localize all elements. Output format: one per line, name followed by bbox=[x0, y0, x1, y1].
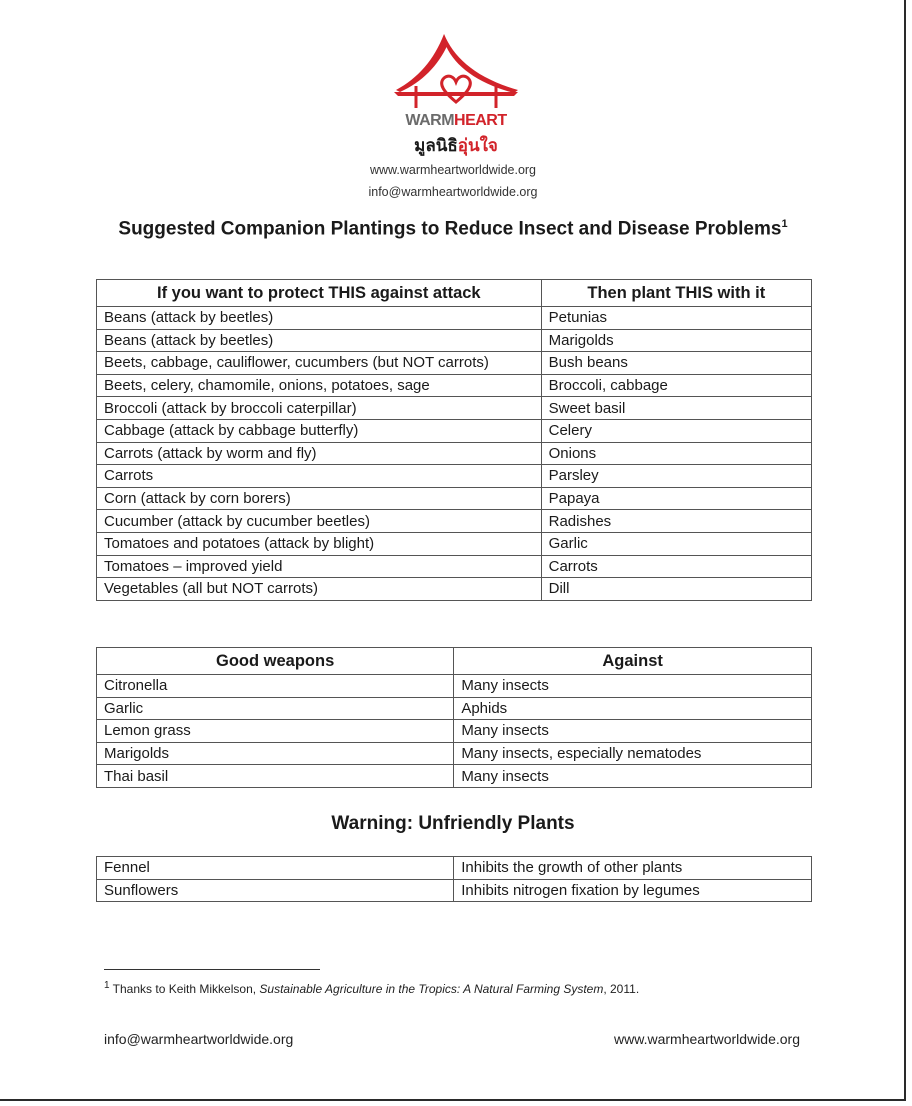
table-cell: Radishes bbox=[541, 510, 811, 533]
table-row bbox=[97, 465, 812, 488]
table-cell: Carrots bbox=[541, 555, 811, 578]
table-row bbox=[97, 352, 812, 375]
table-cell: Beans (attack by beetles) bbox=[97, 307, 542, 330]
table-cell: Sweet basil bbox=[541, 397, 811, 420]
table-row bbox=[97, 879, 812, 902]
column-header: Then plant THIS with it bbox=[541, 280, 811, 307]
title-footnote-mark: 1 bbox=[781, 218, 788, 230]
header-website: www.warmheartworldwide.org bbox=[369, 163, 537, 177]
table-row bbox=[97, 532, 812, 555]
table-row bbox=[97, 307, 812, 330]
table-cell: Petunias bbox=[541, 307, 811, 330]
footnote-suffix: , 2011. bbox=[603, 982, 640, 996]
table-cell: Many insects bbox=[454, 765, 812, 788]
header-email: info@warmheartworldwide.org bbox=[368, 185, 538, 199]
column-header: Good weapons bbox=[97, 648, 454, 675]
table-row bbox=[97, 720, 812, 743]
logo-word-heart: HEART bbox=[454, 112, 507, 129]
table-cell: Celery bbox=[541, 419, 811, 442]
table-cell: Papaya bbox=[541, 487, 811, 510]
footnote-divider bbox=[104, 969, 320, 970]
roof-heart-logo-icon bbox=[388, 30, 524, 114]
table-row bbox=[97, 742, 812, 765]
table-row bbox=[97, 555, 812, 578]
footnote bbox=[104, 980, 639, 996]
table-cell: Many insects, especially nematodes bbox=[454, 742, 812, 765]
table-row bbox=[97, 510, 812, 533]
logo-thai-black: มูลนิธิ bbox=[414, 136, 458, 156]
table-cell: Thai basil bbox=[97, 765, 454, 788]
footnote-prefix: Thanks to Keith Mikkelson, bbox=[109, 982, 260, 996]
table-header-row bbox=[97, 280, 812, 307]
table-cell: Parsley bbox=[541, 465, 811, 488]
table-cell: Tomatoes – improved yield bbox=[97, 555, 542, 578]
table-cell: Sunflowers bbox=[97, 879, 454, 902]
table-row bbox=[97, 578, 812, 601]
table-cell: Carrots (attack by worm and fly) bbox=[97, 442, 542, 465]
table-cell: Garlic bbox=[541, 532, 811, 555]
good-weapons-table bbox=[96, 647, 812, 788]
table-cell: Aphids bbox=[454, 697, 812, 720]
logo-thai-text bbox=[388, 132, 524, 159]
footnote-mark: 1 bbox=[104, 980, 110, 991]
table-cell: Dill bbox=[541, 578, 811, 601]
table-row bbox=[97, 329, 812, 352]
table-cell: Carrots bbox=[97, 465, 542, 488]
table-cell: Broccoli, cabbage bbox=[541, 374, 811, 397]
logo-thai-red: อุ่นใจ bbox=[457, 136, 498, 156]
table-row bbox=[97, 857, 812, 880]
column-header: If you want to protect THIS against attack bbox=[97, 280, 542, 307]
table-cell: Beets, celery, chamomile, onions, potatoes, sage bbox=[97, 374, 542, 397]
table-cell: Beans (attack by beetles) bbox=[97, 329, 542, 352]
footer-website: www.warmheartworldwide.org bbox=[614, 1031, 800, 1047]
column-header: Against bbox=[454, 648, 812, 675]
page-title bbox=[0, 218, 906, 240]
logo-word-warm: WARM bbox=[405, 112, 455, 129]
table-row bbox=[97, 765, 812, 788]
table-row bbox=[97, 374, 812, 397]
table-cell: Citronella bbox=[97, 675, 454, 698]
table-cell: Fennel bbox=[97, 857, 454, 880]
table-cell: Many insects bbox=[454, 720, 812, 743]
table-row bbox=[97, 675, 812, 698]
footnote-book-title: Sustainable Agriculture in the Tropics: A Natural Farming System bbox=[259, 982, 604, 996]
table-cell: Lemon grass bbox=[97, 720, 454, 743]
table-header-row bbox=[97, 648, 812, 675]
table-row bbox=[97, 487, 812, 510]
table-cell: Cabbage (attack by cabbage butterfly) bbox=[97, 419, 542, 442]
page-title-text: Suggested Companion Plantings to Reduce Insect and Disease Problems bbox=[118, 218, 782, 240]
table-cell: Garlic bbox=[97, 697, 454, 720]
footer-email: info@warmheartworldwide.org bbox=[104, 1031, 294, 1047]
table-row bbox=[97, 397, 812, 420]
table-cell: Corn (attack by corn borers) bbox=[97, 487, 542, 510]
table-cell: Marigolds bbox=[97, 742, 454, 765]
table-cell: Inhibits nitrogen fixation by legumes bbox=[454, 879, 812, 902]
warning-heading: Warning: Unfriendly Plants bbox=[331, 813, 575, 834]
table-cell: Many insects bbox=[454, 675, 812, 698]
table-row bbox=[97, 442, 812, 465]
table-cell: Marigolds bbox=[541, 329, 811, 352]
warmheart-logo bbox=[388, 30, 524, 156]
table-cell: Cucumber (attack by cucumber beetles) bbox=[97, 510, 542, 533]
logo-wordmark bbox=[388, 112, 524, 130]
table-cell: Broccoli (attack by broccoli caterpillar) bbox=[97, 397, 542, 420]
table-cell: Tomatoes and potatoes (attack by blight) bbox=[97, 532, 542, 555]
companion-planting-table bbox=[96, 279, 812, 601]
unfriendly-plants-table bbox=[96, 856, 812, 902]
table-cell: Vegetables (all but NOT carrots) bbox=[97, 578, 542, 601]
table-cell: Onions bbox=[541, 442, 811, 465]
table-cell: Inhibits the growth of other plants bbox=[454, 857, 812, 880]
table-row bbox=[97, 419, 812, 442]
table-cell: Beets, cabbage, cauliflower, cucumbers (but NOT carrots) bbox=[97, 352, 542, 375]
table-row bbox=[97, 697, 812, 720]
table-cell: Bush beans bbox=[541, 352, 811, 375]
